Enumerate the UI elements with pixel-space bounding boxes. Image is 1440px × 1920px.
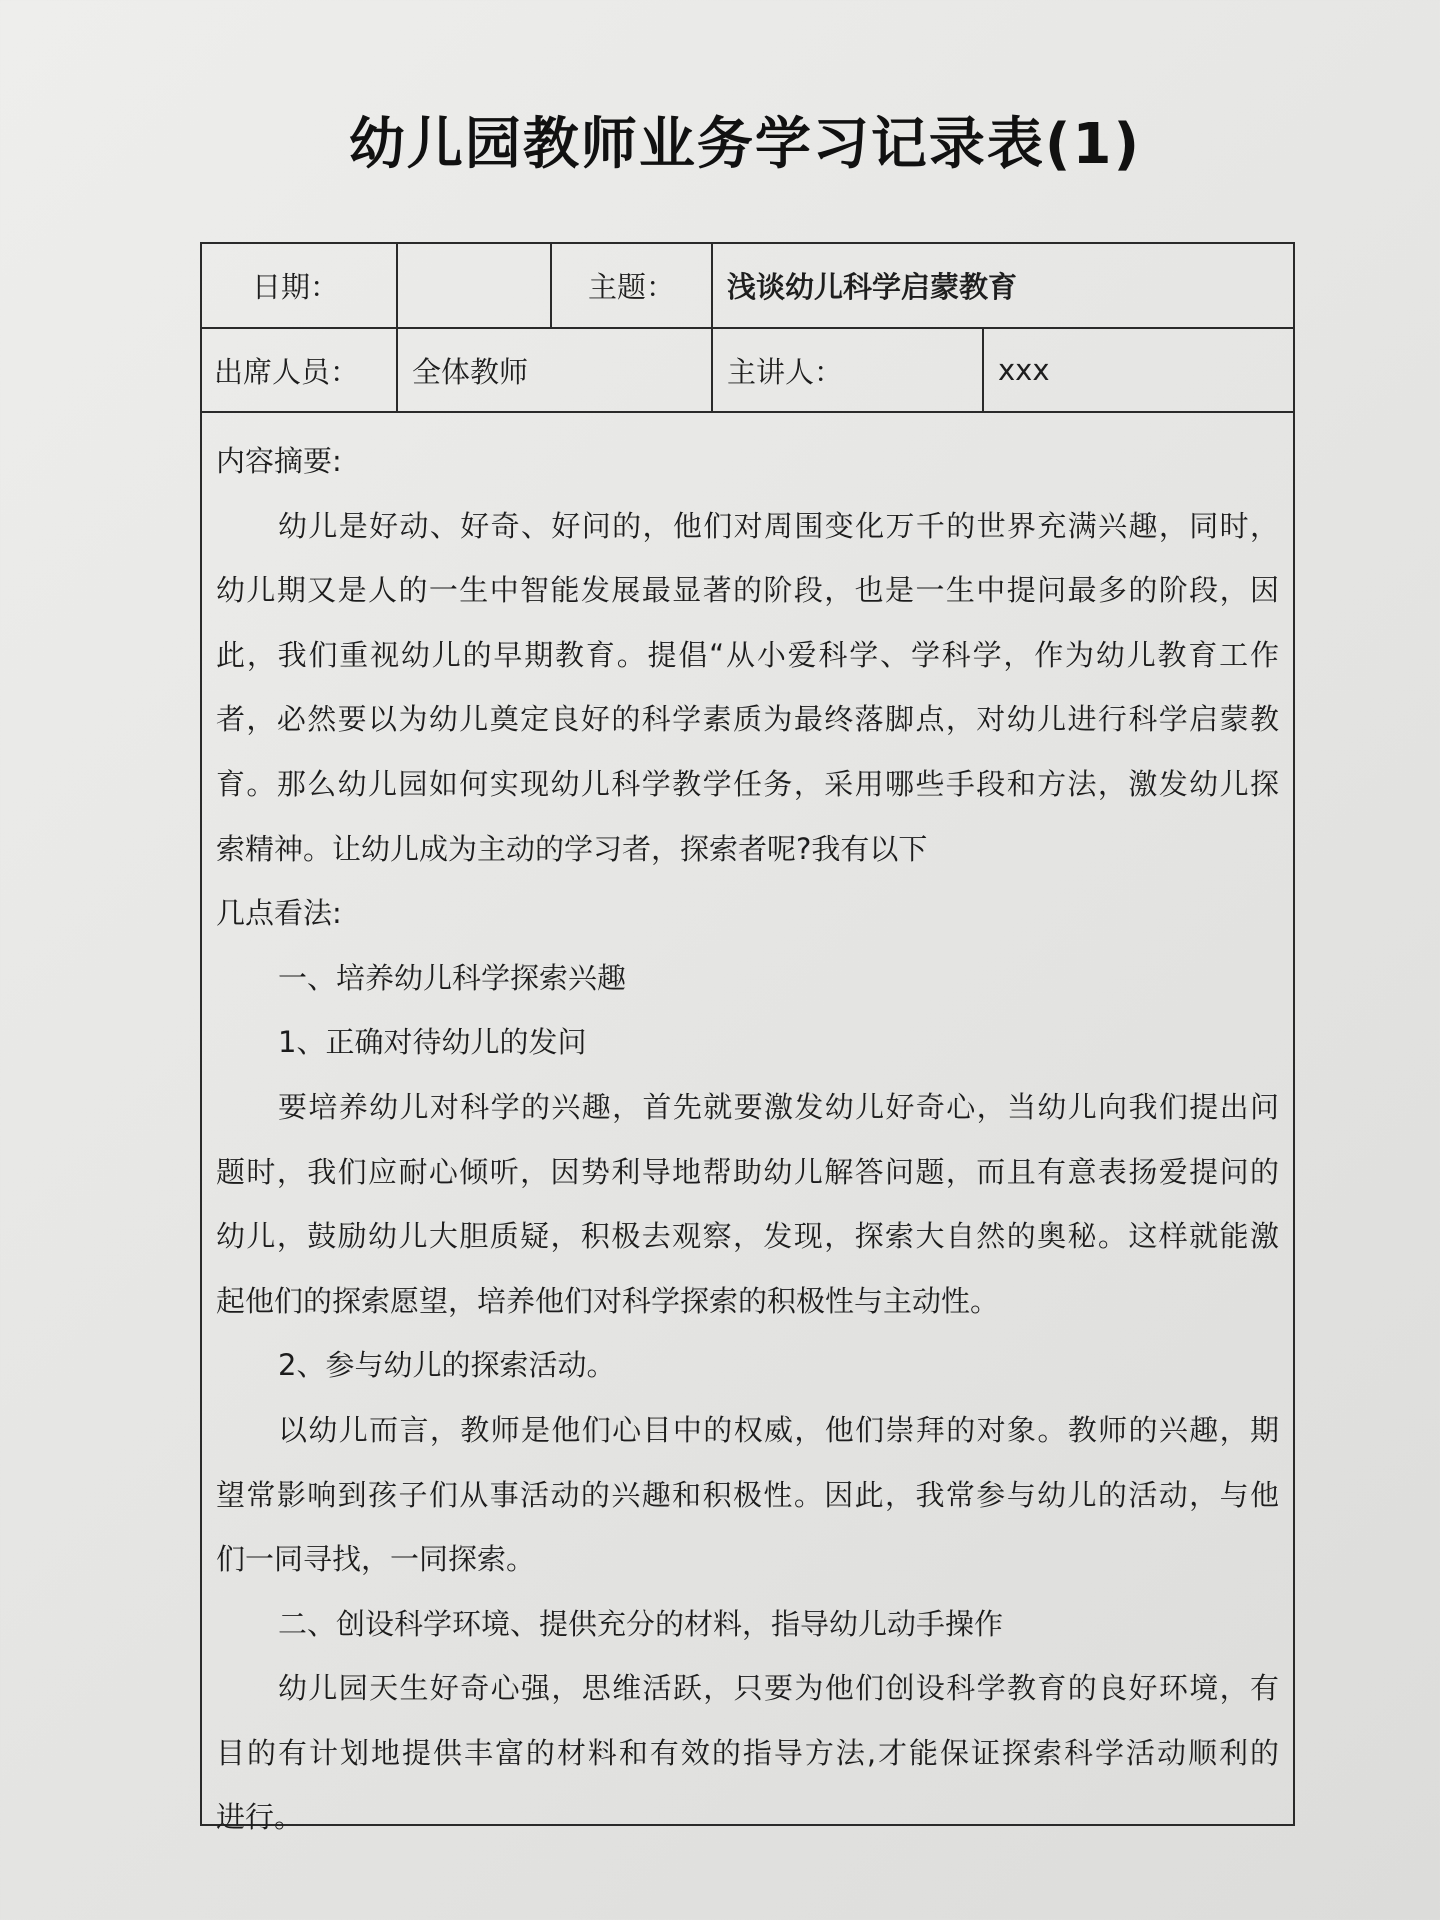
content-line: 望常影响到孩子们从事活动的兴趣和积极性。因此，我常参与幼儿的活动，与他 <box>216 1477 1279 1512</box>
content-line: 们一同寻找，一同探索。 <box>216 1542 536 1577</box>
content-line: 索精神。让幼儿成为主动的学习者，探索者呢?我有以下 <box>216 831 928 866</box>
form-row-date-topic <box>202 244 1293 329</box>
form-row-attendees-speaker <box>202 329 1293 413</box>
content-line: 幼儿园天生好奇心强，思维活跃，只要为他们创设科学教育的良好环境，有 <box>278 1671 1279 1706</box>
attendees-value: 全体教师 <box>398 329 713 411</box>
subsection-heading: 1、正确对待幼儿的发问 <box>278 1025 587 1060</box>
content-line: 此，我们重视幼儿的早期教育。提倡“从小爱科学、学科学，作为幼儿教育工作 <box>216 637 1279 672</box>
content-line: 起他们的探索愿望，培养他们对科学探索的积极性与主动性。 <box>216 1283 1000 1318</box>
date-value <box>398 244 552 327</box>
section-heading: 二、创设科学环境、提供充分的材料，指导幼儿动手操作 <box>278 1606 1004 1641</box>
content-line: 题时，我们应耐心倾听，因势利导地帮助幼儿解答问题，而且有意表扬爱提问的 <box>216 1154 1279 1189</box>
speaker-value: xxx <box>998 353 1050 387</box>
topic-value: 浅谈幼儿科学启蒙教育 <box>727 270 1018 304</box>
content-line: 者，必然要以为幼儿奠定良好的科学素质为最终落脚点，对幼儿进行科学启蒙教 <box>216 702 1279 737</box>
document-title: 幼儿园教师业务学习记录表(1) <box>348 112 1142 177</box>
subsection-heading: 2、参与幼儿的探索活动。 <box>278 1348 616 1383</box>
content-line: 幼儿期又是人的一生中智能发展最显著的阶段，也是一生中提问最多的阶段，因 <box>216 573 1279 608</box>
content-heading: 内容摘要: <box>216 444 342 478</box>
date-label: 日期： <box>202 244 398 327</box>
content-line: 要培养幼儿对科学的兴趣，首先就要激发幼儿好奇心，当幼儿向我们提出问 <box>278 1089 1279 1124</box>
section-heading: 一、培养幼儿科学探索兴趣 <box>278 960 627 995</box>
topic-label: 主题： <box>552 244 713 327</box>
content-line: 进行。 <box>216 1800 304 1835</box>
content-line: 幼儿是好动、好奇、好问的，他们对周围变化万千的世界充满兴趣，同时， <box>278 508 1279 543</box>
content-line: 目的有计划地提供丰富的材料和有效的指导方法,才能保证探索科学活动顺利的 <box>216 1735 1279 1770</box>
content-line: 育。那么幼儿园如何实现幼儿科学教学任务，采用哪些手段和方法，激发幼儿探 <box>216 766 1279 801</box>
content-summary <box>202 413 1293 1850</box>
record-form <box>200 242 1295 1835</box>
attendees-label: 出席人员： <box>202 329 398 411</box>
content-line: 以幼儿而言，教师是他们心目中的权威，他们崇拜的对象。教师的兴趣，期 <box>278 1412 1279 1447</box>
content-line: 几点看法: <box>216 896 342 931</box>
speaker-label: 主讲人： <box>713 329 984 411</box>
content-line: 幼儿，鼓励幼儿大胆质疑，积极去观察，发现，探索大自然的奥秘。这样就能激 <box>216 1219 1279 1254</box>
